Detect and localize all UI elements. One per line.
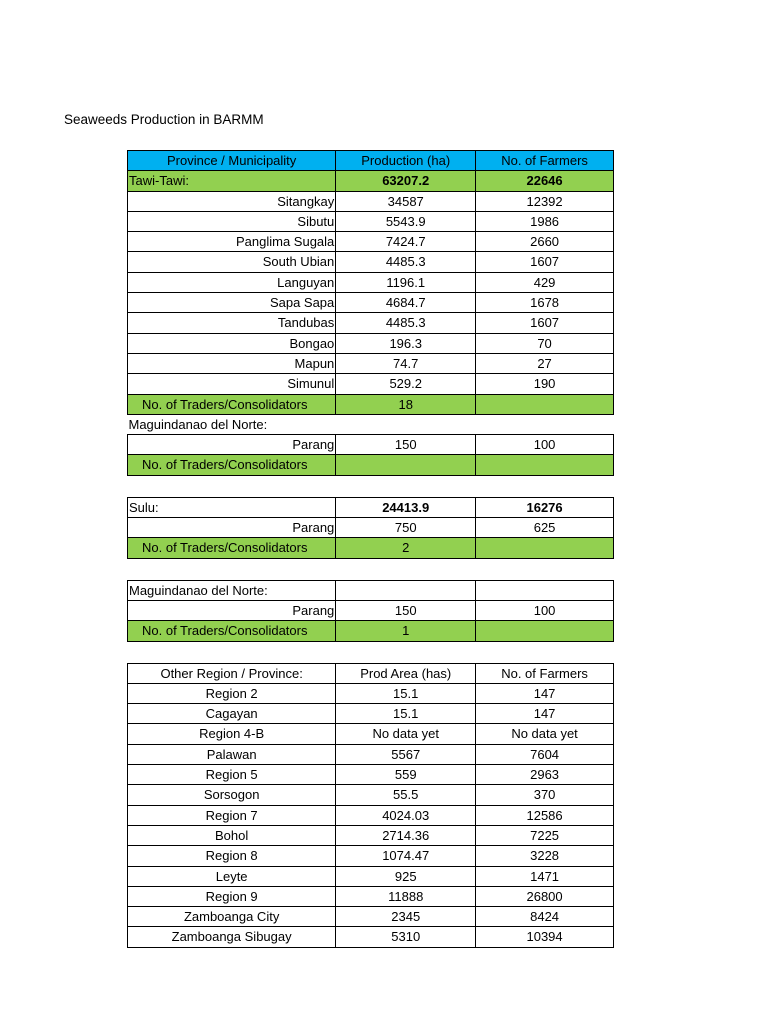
municipality-name: Parang xyxy=(128,518,336,538)
farmers-value: No data yet xyxy=(476,724,614,744)
region-name: Region 8 xyxy=(128,846,336,866)
production-value: 196.3 xyxy=(336,333,476,353)
municipality-name: Languyan xyxy=(128,272,336,292)
municipality-name: Sitangkay xyxy=(128,191,336,211)
section-label-row xyxy=(128,414,614,434)
table-row xyxy=(128,252,614,272)
region-name: Region 7 xyxy=(128,805,336,825)
farmers-value: 625 xyxy=(476,518,614,538)
region-name: Palawan xyxy=(128,744,336,764)
production-value: 7424.7 xyxy=(336,232,476,252)
municipality-name: Mapun xyxy=(128,353,336,373)
traders-value: 1 xyxy=(336,621,476,641)
table-row xyxy=(128,293,614,313)
traders-farmers xyxy=(476,455,614,475)
province-name: Maguindanao del Norte: xyxy=(128,580,336,600)
farmers-value: 12586 xyxy=(476,805,614,825)
farmers-value: 147 xyxy=(476,704,614,724)
farmers-value: 1678 xyxy=(476,293,614,313)
farmers-value: 1986 xyxy=(476,211,614,231)
traders-label: No. of Traders/Consolidators xyxy=(128,538,336,558)
municipality-name: Parang xyxy=(128,600,336,620)
table-row xyxy=(128,765,614,785)
province-farmers: 22646 xyxy=(476,171,614,191)
province-production xyxy=(336,580,476,600)
municipality-name: Simunul xyxy=(128,374,336,394)
area-value: 559 xyxy=(336,765,476,785)
production-value: 150 xyxy=(336,600,476,620)
traders-label: No. of Traders/Consolidators xyxy=(128,394,336,414)
header-farmers: No. of Farmers xyxy=(476,151,614,171)
production-value: 4485.3 xyxy=(336,252,476,272)
table-row xyxy=(128,683,614,703)
area-value: 2714.36 xyxy=(336,825,476,845)
farmers-value: 100 xyxy=(476,435,614,455)
traders-row xyxy=(128,538,614,558)
province-row-tawi-tawi xyxy=(128,171,614,191)
area-value: No data yet xyxy=(336,724,476,744)
province-row-maguindanao xyxy=(128,580,614,600)
table-row xyxy=(128,600,614,620)
province-name: Tawi-Tawi: xyxy=(128,171,336,191)
area-value: 1074.47 xyxy=(336,846,476,866)
municipality-name: Parang xyxy=(128,435,336,455)
farmers-value: 100 xyxy=(476,600,614,620)
area-value: 4024.03 xyxy=(336,805,476,825)
traders-value xyxy=(336,455,476,475)
tawi-tawi-table xyxy=(127,150,614,476)
province-row-sulu xyxy=(128,497,614,517)
farmers-value: 10394 xyxy=(476,927,614,947)
table-row xyxy=(128,927,614,947)
table-row xyxy=(128,886,614,906)
farmers-value: 370 xyxy=(476,785,614,805)
farmers-value: 3228 xyxy=(476,846,614,866)
table-row xyxy=(128,232,614,252)
production-value: 74.7 xyxy=(336,353,476,373)
farmers-value: 190 xyxy=(476,374,614,394)
production-value: 34587 xyxy=(336,191,476,211)
farmers-value: 12392 xyxy=(476,191,614,211)
province-farmers xyxy=(476,580,614,600)
header-region: Other Region / Province: xyxy=(128,663,336,683)
region-name: Bohol xyxy=(128,825,336,845)
area-value: 15.1 xyxy=(336,683,476,703)
table-row xyxy=(128,724,614,744)
table-row xyxy=(128,866,614,886)
table-row xyxy=(128,704,614,724)
farmers-value: 7604 xyxy=(476,744,614,764)
area-value: 15.1 xyxy=(336,704,476,724)
farmers-value: 26800 xyxy=(476,886,614,906)
header-production: Production (ha) xyxy=(336,151,476,171)
maguindanao-label: Maguindanao del Norte: xyxy=(128,416,268,432)
farmers-value: 1607 xyxy=(476,313,614,333)
province-name: Sulu: xyxy=(128,497,336,517)
region-name: Sorsogon xyxy=(128,785,336,805)
table-row xyxy=(128,435,614,455)
maguindanao-table xyxy=(127,580,614,642)
farmers-value: 1607 xyxy=(476,252,614,272)
header-province: Province / Municipality xyxy=(128,151,336,171)
sulu-table xyxy=(127,497,614,559)
table-row xyxy=(128,313,614,333)
farmers-value: 70 xyxy=(476,333,614,353)
table-row xyxy=(128,744,614,764)
other-regions-table xyxy=(127,663,614,948)
header-row xyxy=(128,663,614,683)
farmers-value: 2660 xyxy=(476,232,614,252)
header-farmers: No. of Farmers xyxy=(476,663,614,683)
farmers-value: 8424 xyxy=(476,907,614,927)
municipality-name: Tandubas xyxy=(128,313,336,333)
document-title: Seaweeds Production in BARMM xyxy=(64,112,264,127)
area-value: 55.5 xyxy=(336,785,476,805)
traders-row xyxy=(128,394,614,414)
production-value: 4684.7 xyxy=(336,293,476,313)
municipality-name: South Ubian xyxy=(128,252,336,272)
province-production: 63207.2 xyxy=(336,171,476,191)
table-row xyxy=(128,825,614,845)
region-name: Leyte xyxy=(128,866,336,886)
farmers-value: 27 xyxy=(476,353,614,373)
area-value: 5567 xyxy=(336,744,476,764)
area-value: 11888 xyxy=(336,886,476,906)
traders-value: 2 xyxy=(336,538,476,558)
production-value: 5543.9 xyxy=(336,211,476,231)
municipality-name: Sibutu xyxy=(128,211,336,231)
table-row xyxy=(128,191,614,211)
province-production: 24413.9 xyxy=(336,497,476,517)
production-value: 750 xyxy=(336,518,476,538)
region-name: Region 4-B xyxy=(128,724,336,744)
traders-farmers xyxy=(476,621,614,641)
region-name: Region 5 xyxy=(128,765,336,785)
municipality-name: Bongao xyxy=(128,333,336,353)
area-value: 2345 xyxy=(336,907,476,927)
region-name: Cagayan xyxy=(128,704,336,724)
farmers-value: 1471 xyxy=(476,866,614,886)
table-row xyxy=(128,272,614,292)
spreadsheet xyxy=(127,150,614,948)
production-value: 150 xyxy=(336,435,476,455)
farmers-value: 7225 xyxy=(476,825,614,845)
table-row xyxy=(128,805,614,825)
region-name: Region 2 xyxy=(128,683,336,703)
farmers-value: 147 xyxy=(476,683,614,703)
table-row xyxy=(128,333,614,353)
header-row xyxy=(128,151,614,171)
table-row xyxy=(128,518,614,538)
table-row xyxy=(128,211,614,231)
traders-farmers xyxy=(476,538,614,558)
header-area: Prod Area (has) xyxy=(336,663,476,683)
province-farmers: 16276 xyxy=(476,497,614,517)
region-name: Region 9 xyxy=(128,886,336,906)
area-value: 925 xyxy=(336,866,476,886)
production-value: 4485.3 xyxy=(336,313,476,333)
region-name: Zamboanga City xyxy=(128,907,336,927)
table-row xyxy=(128,907,614,927)
municipality-name: Sapa Sapa xyxy=(128,293,336,313)
table-row xyxy=(128,374,614,394)
traders-label: No. of Traders/Consolidators xyxy=(128,455,336,475)
traders-farmers xyxy=(476,394,614,414)
traders-label: No. of Traders/Consolidators xyxy=(128,621,336,641)
table-row xyxy=(128,353,614,373)
area-value: 5310 xyxy=(336,927,476,947)
municipality-name: Panglima Sugala xyxy=(128,232,336,252)
farmers-value: 429 xyxy=(476,272,614,292)
production-value: 529.2 xyxy=(336,374,476,394)
region-name: Zamboanga Sibugay xyxy=(128,927,336,947)
traders-row xyxy=(128,455,614,475)
traders-row xyxy=(128,621,614,641)
traders-value: 18 xyxy=(336,394,476,414)
farmers-value: 2963 xyxy=(476,765,614,785)
production-value: 1196.1 xyxy=(336,272,476,292)
table-row xyxy=(128,785,614,805)
table-row xyxy=(128,846,614,866)
